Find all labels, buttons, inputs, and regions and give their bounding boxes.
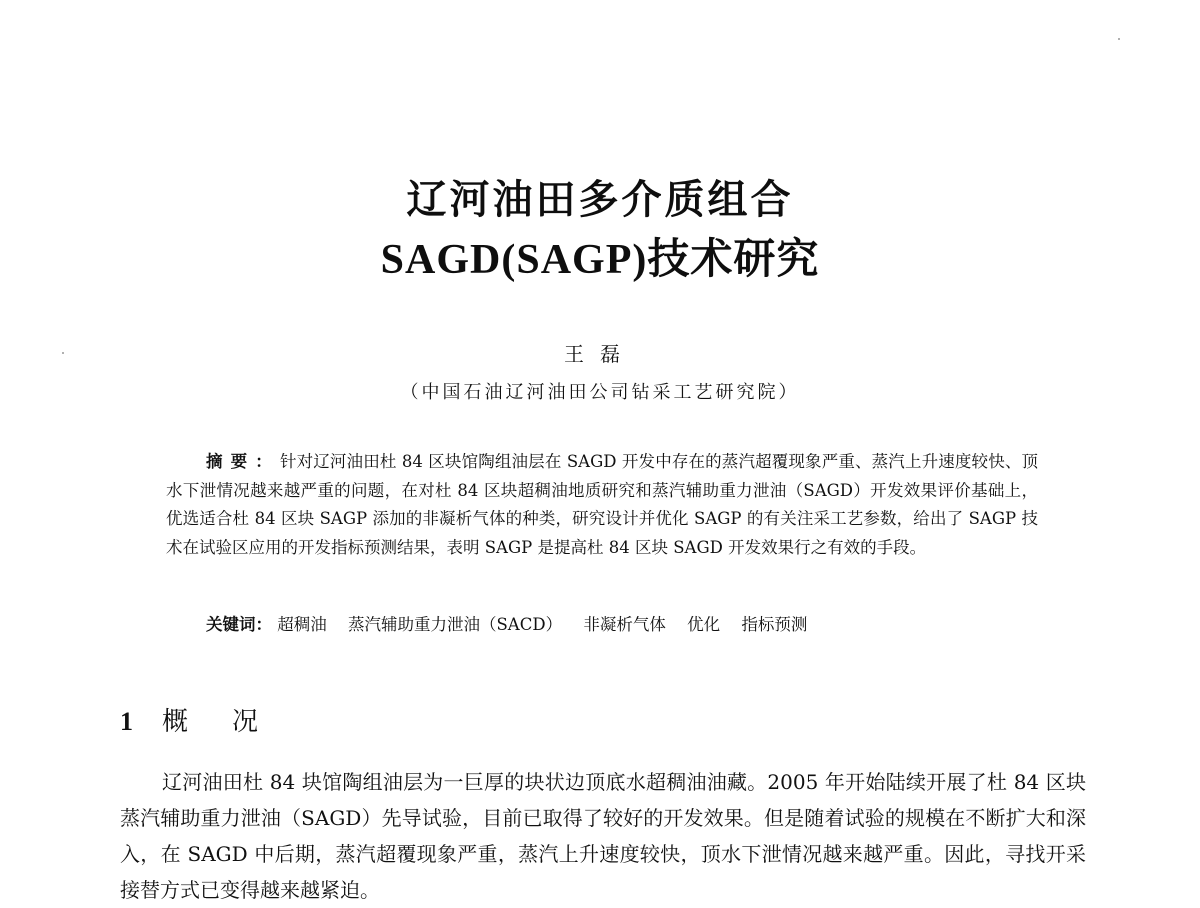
scan-speck	[1118, 38, 1120, 40]
author-name: 王磊	[564, 342, 636, 366]
abstract-label: 摘要：	[206, 452, 280, 471]
keyword: 蒸汽辅助重力泄油（SACD）	[348, 615, 563, 634]
abstract	[166, 448, 1038, 562]
abstract-text: 针对辽河油田杜 84 区块馆陶组油层在 SAGD 开发中存在的蒸汽超覆现象严重、蒸汽上升速度较快、顶水下泄情况越来越严重的问题，在对杜 84 区块超稠油地质研究和蒸汽辅助重力泄油（SAGD）开发效果评价基础上，优选适合杜 84 区块 SAGP 添加的非凝析气体的种类，研究设计并优化 SAGP 的有关注采工艺参数，给出了 SAGP 技术在试验区应用的开发指标预测结果，表明 SAGP 是提高杜 84 区块 SAGD 开发效果行之有效的手段。	[166, 452, 1038, 557]
keywords-label: 关键词：	[206, 615, 272, 634]
scan-speck	[62, 352, 64, 354]
section-title: 概况	[162, 707, 303, 737]
paper-title-line-2: SAGD(SAGP)技术研究	[380, 237, 820, 283]
author-affiliation: （中国石油辽河油田公司钻采工艺研究院）	[400, 382, 800, 403]
keyword: 优化	[687, 615, 721, 634]
paper-title-line-1: 辽河油田多介质组合	[406, 177, 794, 223]
keyword: 超稠油	[277, 615, 327, 634]
keyword: 指标预测	[741, 615, 808, 634]
keyword: 非凝析气体	[583, 615, 666, 634]
section-number: 1	[120, 707, 133, 736]
keywords	[206, 611, 1046, 639]
section-heading	[120, 704, 302, 740]
body-paragraph: 辽河油田杜 84 块馆陶组油层为一巨厚的块状边顶底水超稠油油藏。2005 年开始陆续开展了杜 84 区块蒸汽辅助重力泄油（SAGD）先导试验，目前已取得了较好的开发效果。但是随着试验的规模在不断扩大和深入，在 SAGD 中后期，蒸汽超覆现象严重，蒸汽上升速度较快，顶水下泄情况越来越严重。因此，寻找开采接替方式已变得越来越紧迫。	[120, 770, 1086, 902]
